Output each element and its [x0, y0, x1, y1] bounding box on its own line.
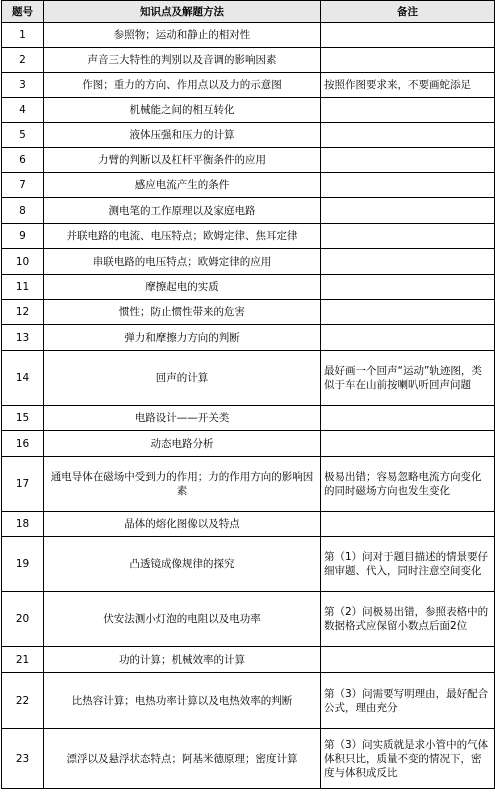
table-row [2, 275, 495, 300]
knowledge-cell: 并联电路的电流、电压特点；欧姆定律、焦耳定律 [44, 224, 321, 249]
table-row [2, 537, 495, 592]
note-cell [321, 198, 495, 224]
note-cell [321, 224, 495, 249]
note-cell: 第（1）问对于题目描述的情景要仔细审题、代入，同时注意空间变化 [321, 537, 495, 592]
question-number: 12 [2, 300, 44, 325]
knowledge-cell: 作图；重力的方向、作用点以及力的示意图 [44, 73, 321, 98]
question-number: 11 [2, 275, 44, 300]
table-row [2, 512, 495, 537]
table-row [2, 249, 495, 275]
question-number: 8 [2, 198, 44, 224]
table-row [2, 351, 495, 406]
knowledge-cell: 串联电路的电压特点；欧姆定律的应用 [44, 249, 321, 275]
question-number: 19 [2, 537, 44, 592]
header-knowledge: 知识点及解题方法 [44, 1, 321, 23]
question-number: 10 [2, 249, 44, 275]
question-number: 9 [2, 224, 44, 249]
table-row [2, 148, 495, 173]
question-number: 17 [2, 457, 44, 512]
note-cell: 最好画一个回声“运动”轨迹图，类似于车在山前按喇叭听回声问题 [321, 351, 495, 406]
table-row [2, 73, 495, 98]
table-row [2, 457, 495, 512]
table-row [2, 431, 495, 457]
table-row [2, 300, 495, 325]
knowledge-cell: 液体压强和压力的计算 [44, 123, 321, 148]
header-row [2, 1, 495, 23]
note-cell [321, 123, 495, 148]
question-number: 7 [2, 173, 44, 198]
header-note: 备注 [321, 1, 495, 23]
table-row [2, 98, 495, 123]
table-row [2, 729, 495, 789]
knowledge-cell: 力臂的判断以及杠杆平衡条件的应用 [44, 148, 321, 173]
header-number: 题号 [2, 1, 44, 23]
table-row [2, 23, 495, 48]
knowledge-cell: 声音三大特性的判别以及音调的影响因素 [44, 48, 321, 73]
table-row [2, 406, 495, 431]
knowledge-cell: 漂浮以及悬浮状态特点；阿基米德原理；密度计算 [44, 729, 321, 789]
question-number: 21 [2, 647, 44, 673]
question-number: 1 [2, 23, 44, 48]
note-cell [321, 148, 495, 173]
question-number: 3 [2, 73, 44, 98]
question-number: 4 [2, 98, 44, 123]
question-number: 6 [2, 148, 44, 173]
knowledge-cell: 参照物；运动和静止的相对性 [44, 23, 321, 48]
knowledge-cell: 凸透镜成像规律的探究 [44, 537, 321, 592]
question-number: 13 [2, 325, 44, 351]
note-cell [321, 23, 495, 48]
knowledge-cell: 电路设计——开关类 [44, 406, 321, 431]
note-cell [321, 300, 495, 325]
note-cell [321, 325, 495, 351]
note-cell: 第（2）问极易出错，参照表格中的数据格式应保留小数点后面2位 [321, 592, 495, 647]
note-cell [321, 249, 495, 275]
knowledge-cell: 弹力和摩擦力方向的判断 [44, 325, 321, 351]
question-number: 22 [2, 673, 44, 729]
knowledge-cell: 通电导体在磁场中受到力的作用；力的作用方向的影响因素 [44, 457, 321, 512]
table-row [2, 592, 495, 647]
question-number: 5 [2, 123, 44, 148]
knowledge-cell: 功的计算；机械效率的计算 [44, 647, 321, 673]
knowledge-table [1, 0, 495, 789]
note-cell [321, 647, 495, 673]
knowledge-cell: 晶体的熔化图像以及特点 [44, 512, 321, 537]
table-row [2, 673, 495, 729]
knowledge-cell: 回声的计算 [44, 351, 321, 406]
knowledge-cell: 机械能之间的相互转化 [44, 98, 321, 123]
note-cell [321, 431, 495, 457]
table-body [2, 23, 495, 789]
note-cell: 第（3）问需要写明理由，最好配合公式，理由充分 [321, 673, 495, 729]
table-row [2, 173, 495, 198]
note-cell [321, 173, 495, 198]
note-cell [321, 48, 495, 73]
note-cell: 第（3）问实质就是求小管中的气体体积只比，质量不变的情况下，密度与体积成反比 [321, 729, 495, 789]
table-row [2, 48, 495, 73]
knowledge-cell: 伏安法测小灯泡的电阻以及电功率 [44, 592, 321, 647]
note-cell [321, 275, 495, 300]
question-number: 15 [2, 406, 44, 431]
knowledge-cell: 摩擦起电的实质 [44, 275, 321, 300]
table-row [2, 123, 495, 148]
question-number: 2 [2, 48, 44, 73]
note-cell: 极易出错；容易忽略电流方向变化的同时磁场方向也发生变化 [321, 457, 495, 512]
knowledge-cell: 比热容计算；电热功率计算以及电热效率的判断 [44, 673, 321, 729]
question-number: 23 [2, 729, 44, 789]
question-number: 20 [2, 592, 44, 647]
note-cell: 按照作图要求来，不要画蛇添足 [321, 73, 495, 98]
table-row [2, 325, 495, 351]
knowledge-cell: 动态电路分析 [44, 431, 321, 457]
question-number: 14 [2, 351, 44, 406]
table-row [2, 198, 495, 224]
table-row [2, 647, 495, 673]
knowledge-cell: 惯性；防止惯性带来的危害 [44, 300, 321, 325]
note-cell [321, 98, 495, 123]
question-number: 18 [2, 512, 44, 537]
note-cell [321, 512, 495, 537]
knowledge-cell: 测电笔的工作原理以及家庭电路 [44, 198, 321, 224]
question-number: 16 [2, 431, 44, 457]
note-cell [321, 406, 495, 431]
table-row [2, 224, 495, 249]
knowledge-cell: 感应电流产生的条件 [44, 173, 321, 198]
